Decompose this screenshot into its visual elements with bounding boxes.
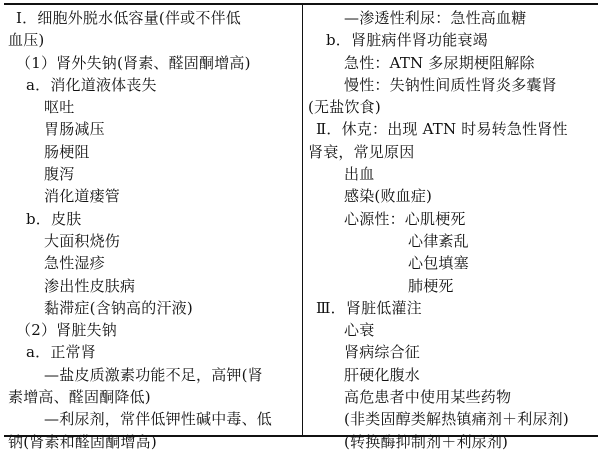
list-item: 心衰 bbox=[344, 321, 375, 340]
section-heading-cont: 血压) bbox=[8, 31, 45, 50]
list-item: (非类固醇类解热镇痛剂＋利尿剂) bbox=[344, 410, 569, 429]
section-heading: Ⅲ．肾脏低灌注 bbox=[316, 298, 422, 317]
list-item: 心包填塞 bbox=[408, 254, 469, 273]
subsection-heading: （1）肾外失钠(肾素、醛固酮增高) bbox=[16, 53, 251, 72]
list-item: 急性：ATN 多尿期梗阻解除 bbox=[344, 53, 535, 72]
list-item: 急性湿疹 bbox=[44, 254, 105, 273]
list-item: 腹泻 bbox=[44, 165, 75, 184]
category-label: b．肾脏病伴肾功能衰竭 bbox=[326, 31, 488, 50]
list-item-cont: (无盐饮食) bbox=[308, 98, 381, 117]
content-table bbox=[4, 3, 598, 451]
list-item: 出血 bbox=[344, 165, 375, 184]
left-column bbox=[8, 7, 298, 453]
list-item: 大面积烧伤 bbox=[44, 231, 121, 250]
list-item: 肝硬化腹水 bbox=[344, 365, 421, 384]
section-heading-cont: 肾衰，常见原因 bbox=[308, 142, 415, 161]
list-item: —盐皮质激素功能不足，高钾(肾 bbox=[44, 365, 263, 384]
category-label: b．皮肤 bbox=[26, 209, 82, 228]
column-divider bbox=[302, 5, 303, 435]
list-item: 肠梗阻 bbox=[44, 142, 90, 161]
list-item: 呕吐 bbox=[44, 98, 75, 117]
list-item: —渗透性利尿：急性高血糖 bbox=[344, 9, 527, 27]
category-label: a．正常肾 bbox=[26, 343, 96, 362]
list-item-cont: 钠(肾素和醛固酮增高) bbox=[8, 432, 157, 451]
list-item: 心源性：心肌梗死 bbox=[344, 209, 466, 228]
list-item: 黏滞症(含钠高的汗液) bbox=[44, 298, 193, 317]
subsection-heading: （2）肾脏失钠 bbox=[16, 321, 117, 340]
list-item: 肾病综合征 bbox=[344, 343, 421, 362]
list-item: 高危患者中使用某些药物 bbox=[344, 388, 512, 407]
right-column bbox=[308, 7, 594, 453]
list-item: (转换酶抑制剂＋利尿剂) bbox=[344, 432, 509, 451]
list-item: 肺梗死 bbox=[408, 276, 454, 295]
list-item: 心律紊乱 bbox=[408, 231, 469, 250]
list-item: 渗出性皮肤病 bbox=[44, 276, 136, 295]
section-heading: Ⅰ．细胞外脱水低容量(伴或不伴低 bbox=[16, 9, 241, 27]
list-item: 慢性：失钠性间质性肾炎多囊肾 bbox=[344, 75, 557, 94]
list-item: 消化道瘘管 bbox=[44, 187, 121, 206]
section-heading: Ⅱ．休克：出现 ATN 时易转急性肾性 bbox=[316, 120, 568, 139]
list-item-cont: 素增高、醛固酮降低) bbox=[8, 388, 151, 407]
list-item: —利尿剂，常伴低钾性碱中毒、低 bbox=[44, 410, 273, 429]
list-item: 胃肠减压 bbox=[44, 120, 105, 139]
list-item: 感染(败血症) bbox=[344, 187, 433, 206]
category-label: a．消化道液体丧失 bbox=[26, 75, 157, 94]
